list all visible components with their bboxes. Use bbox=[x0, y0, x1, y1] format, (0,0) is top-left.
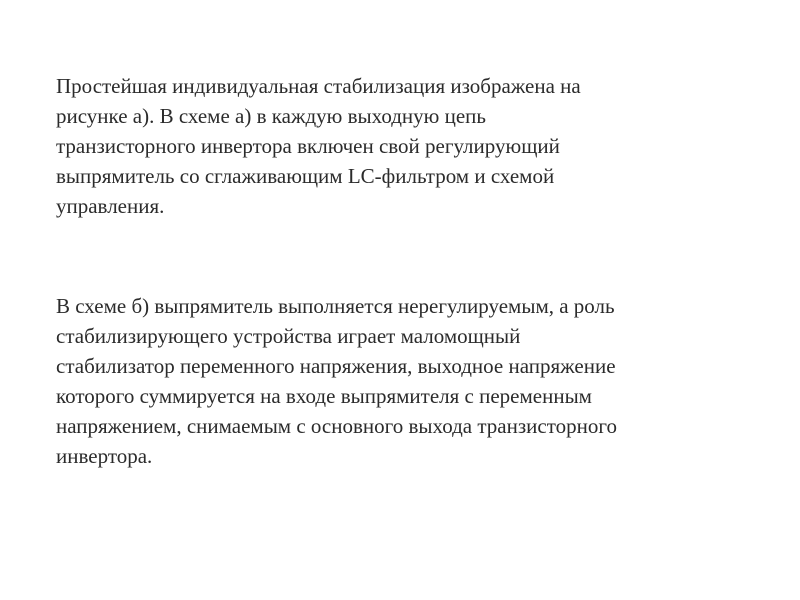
paragraph-scheme-b bbox=[56, 291, 786, 471]
text-line: стабилизирующего устройства играет маломощный bbox=[56, 324, 521, 348]
text-line: стабилизатор переменного напряжения, выходное напряжение bbox=[56, 354, 616, 378]
text-line: инвертора. bbox=[56, 444, 153, 468]
text-line: Простейшая индивидуальная стабилизация изображена на bbox=[56, 74, 581, 98]
text-line: которого суммируется на входе выпрямителя с переменным bbox=[56, 384, 592, 408]
paragraph-individual-stabilization bbox=[56, 71, 786, 221]
text-line: управления. bbox=[56, 194, 165, 218]
text-line: выпрямитель со сглаживающим LC-фильтром и схемой bbox=[56, 164, 555, 188]
text-line: напряжением, снимаемым с основного выхода транзисторного bbox=[56, 414, 617, 438]
text-line: рисунке а). В схеме а) в каждую выходную цепь bbox=[56, 104, 486, 128]
text-line: В схеме б) выпрямитель выполняется нерегулируемым, а роль bbox=[56, 294, 615, 318]
text-line: транзисторного инвертора включен свой регулирующий bbox=[56, 134, 560, 158]
